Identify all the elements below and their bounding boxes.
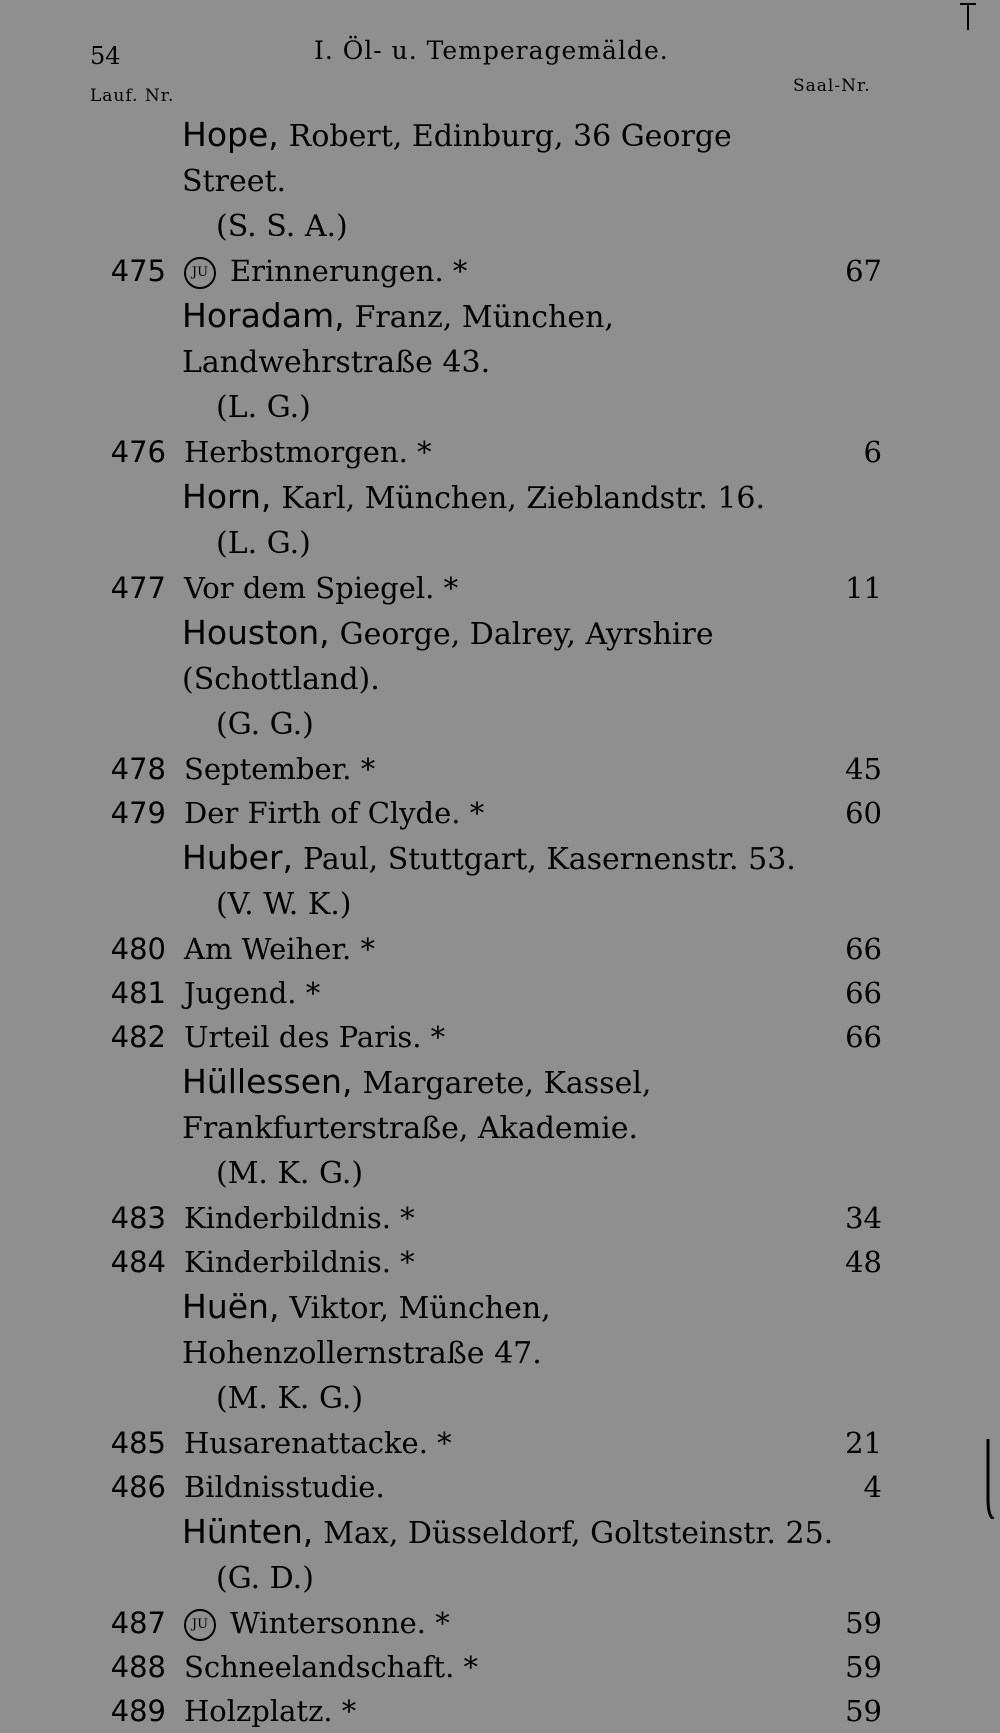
artist-entry bbox=[182, 610, 842, 747]
work-title-cell bbox=[184, 1601, 450, 1645]
work-entry bbox=[0, 1196, 1000, 1240]
work-title: Urteil des Paris. * bbox=[184, 1020, 446, 1054]
work-number: 479 bbox=[110, 796, 166, 830]
work-title: Bildnisstudie. bbox=[184, 1470, 385, 1504]
artist-group: (L. G.) bbox=[216, 390, 311, 425]
work-number: 480 bbox=[110, 932, 166, 966]
artist-address: Paul, Stuttgart, Kasernenstr. 53. bbox=[303, 842, 796, 877]
work-number: 489 bbox=[110, 1694, 166, 1728]
artist-address: Robert, Edinburg, 36 George Street. bbox=[182, 119, 732, 199]
artist-group: (M. K. G.) bbox=[216, 1156, 364, 1191]
artist-name: Hünten, bbox=[182, 1512, 314, 1551]
work-number: 481 bbox=[110, 976, 166, 1010]
work-entry bbox=[0, 791, 1000, 835]
artist-address: Karl, München, Zieblandstr. 16. bbox=[281, 481, 766, 516]
jury-icon: JU bbox=[184, 1609, 216, 1641]
artist-entry bbox=[182, 1059, 842, 1196]
work-entry bbox=[0, 1689, 1000, 1733]
artist-address: Max, Düsseldorf, Goltsteinstr. 25. bbox=[323, 1516, 834, 1551]
work-title: Erinnerungen. * bbox=[230, 254, 468, 288]
work-title-cell bbox=[184, 1645, 478, 1689]
artist-address: Viktor, München, Hohenzollernstraße 47. bbox=[182, 1291, 551, 1371]
work-number: 488 bbox=[110, 1650, 166, 1684]
work-number: 476 bbox=[110, 435, 166, 469]
room-number: 67 bbox=[845, 254, 882, 288]
running-title: I. Öl- u. Temperagemälde. bbox=[314, 36, 669, 65]
work-title: Holzplatz. * bbox=[184, 1694, 357, 1728]
room-number: 34 bbox=[845, 1201, 882, 1235]
artist-name: Horadam, bbox=[182, 296, 345, 335]
room-number: 66 bbox=[845, 976, 882, 1010]
room-number: 66 bbox=[845, 1020, 882, 1054]
artist-name: Hope, bbox=[182, 115, 279, 154]
work-title: Herbstmorgen. * bbox=[184, 435, 432, 469]
work-title-cell bbox=[184, 1196, 415, 1240]
work-number: 477 bbox=[110, 571, 166, 605]
work-title-cell bbox=[184, 1689, 356, 1733]
column-label-room-number: Saal-Nr. bbox=[793, 76, 871, 96]
artist-name: Horn, bbox=[182, 477, 272, 516]
page-edge-mark-bottom bbox=[982, 1439, 994, 1519]
work-number: 478 bbox=[110, 752, 166, 786]
artist-entry bbox=[182, 112, 842, 249]
work-entry bbox=[0, 1421, 1000, 1465]
work-title-cell bbox=[184, 791, 484, 835]
work-entry bbox=[0, 1240, 1000, 1284]
work-title: September. * bbox=[184, 752, 376, 786]
room-number: 59 bbox=[845, 1650, 882, 1684]
work-title-cell bbox=[184, 566, 458, 610]
work-entry bbox=[0, 1645, 1000, 1689]
artist-entry bbox=[182, 1509, 842, 1601]
work-number: 475 bbox=[110, 254, 166, 288]
work-entry bbox=[0, 249, 1000, 293]
work-number: 484 bbox=[110, 1245, 166, 1279]
work-entry bbox=[0, 1601, 1000, 1645]
work-title: Der Firth of Clyde. * bbox=[184, 796, 485, 830]
work-number: 486 bbox=[110, 1470, 166, 1504]
artist-address: Franz, München, Landwehrstraße 43. bbox=[182, 300, 614, 380]
artist-group: (G. G.) bbox=[216, 707, 314, 742]
artist-entry bbox=[182, 474, 842, 566]
work-entry bbox=[0, 566, 1000, 610]
column-label-running-number: Lauf. Nr. bbox=[90, 86, 175, 106]
artist-entry bbox=[182, 293, 842, 430]
page-number: 54 bbox=[90, 42, 121, 70]
work-title-cell bbox=[184, 971, 320, 1015]
artist-group: (L. G.) bbox=[216, 526, 311, 561]
artist-group: (S. S. A.) bbox=[216, 209, 348, 244]
work-title-cell bbox=[184, 747, 375, 791]
room-number: 66 bbox=[845, 932, 882, 966]
work-entry bbox=[0, 1015, 1000, 1059]
room-number: 6 bbox=[863, 435, 882, 469]
work-title: Schneelandschaft. * bbox=[184, 1650, 479, 1684]
work-title-cell bbox=[184, 1015, 445, 1059]
artist-name: Huber, bbox=[182, 838, 294, 877]
work-title: Vor dem Spiegel. * bbox=[184, 571, 459, 605]
artist-address: Margarete, Kassel, Frankfurterstraße, Akademie. bbox=[182, 1066, 652, 1146]
work-number: 487 bbox=[110, 1606, 166, 1640]
page-edge-mark-top bbox=[958, 0, 978, 30]
work-entry bbox=[0, 927, 1000, 971]
room-number: 45 bbox=[845, 752, 882, 786]
artist-group: (V. W. K.) bbox=[216, 887, 352, 922]
work-title: Wintersonne. * bbox=[230, 1606, 450, 1640]
room-number: 60 bbox=[845, 796, 882, 830]
work-entry bbox=[0, 971, 1000, 1015]
work-entry bbox=[0, 747, 1000, 791]
work-title: Kinderbildnis. * bbox=[184, 1245, 415, 1279]
artist-group: (M. K. G.) bbox=[216, 1381, 364, 1416]
work-number: 482 bbox=[110, 1020, 166, 1054]
work-title-cell bbox=[184, 1421, 452, 1465]
jury-icon: JU bbox=[184, 257, 216, 289]
work-number: 485 bbox=[110, 1426, 166, 1460]
page-header bbox=[0, 0, 1000, 110]
artist-entry bbox=[182, 1284, 842, 1421]
catalog-entries bbox=[0, 112, 1000, 1733]
work-title: Jugend. * bbox=[184, 976, 321, 1010]
artist-name: Hüllessen, bbox=[182, 1062, 353, 1101]
artist-address: George, Dalrey, Ayrshire (Schottland). bbox=[182, 617, 714, 697]
work-title-cell bbox=[184, 927, 375, 971]
room-number: 4 bbox=[863, 1470, 882, 1504]
room-number: 59 bbox=[845, 1606, 882, 1640]
room-number: 21 bbox=[845, 1426, 882, 1460]
artist-name: Huën, bbox=[182, 1287, 280, 1326]
work-title: Kinderbildnis. * bbox=[184, 1201, 415, 1235]
artist-group: (G. D.) bbox=[216, 1561, 314, 1596]
room-number: 59 bbox=[845, 1694, 882, 1728]
work-title-cell bbox=[184, 430, 432, 474]
work-title: Am Weiher. * bbox=[184, 932, 375, 966]
work-number: 483 bbox=[110, 1201, 166, 1235]
work-entry bbox=[0, 1465, 1000, 1509]
artist-name: Houston, bbox=[182, 613, 330, 652]
work-title-cell bbox=[184, 1465, 385, 1509]
work-title: Husarenattacke. * bbox=[184, 1426, 452, 1460]
work-entry bbox=[0, 430, 1000, 474]
room-number: 11 bbox=[845, 571, 882, 605]
work-title-cell bbox=[184, 1240, 415, 1284]
work-title-cell bbox=[184, 249, 467, 293]
artist-entry bbox=[182, 835, 842, 927]
room-number: 48 bbox=[845, 1245, 882, 1279]
